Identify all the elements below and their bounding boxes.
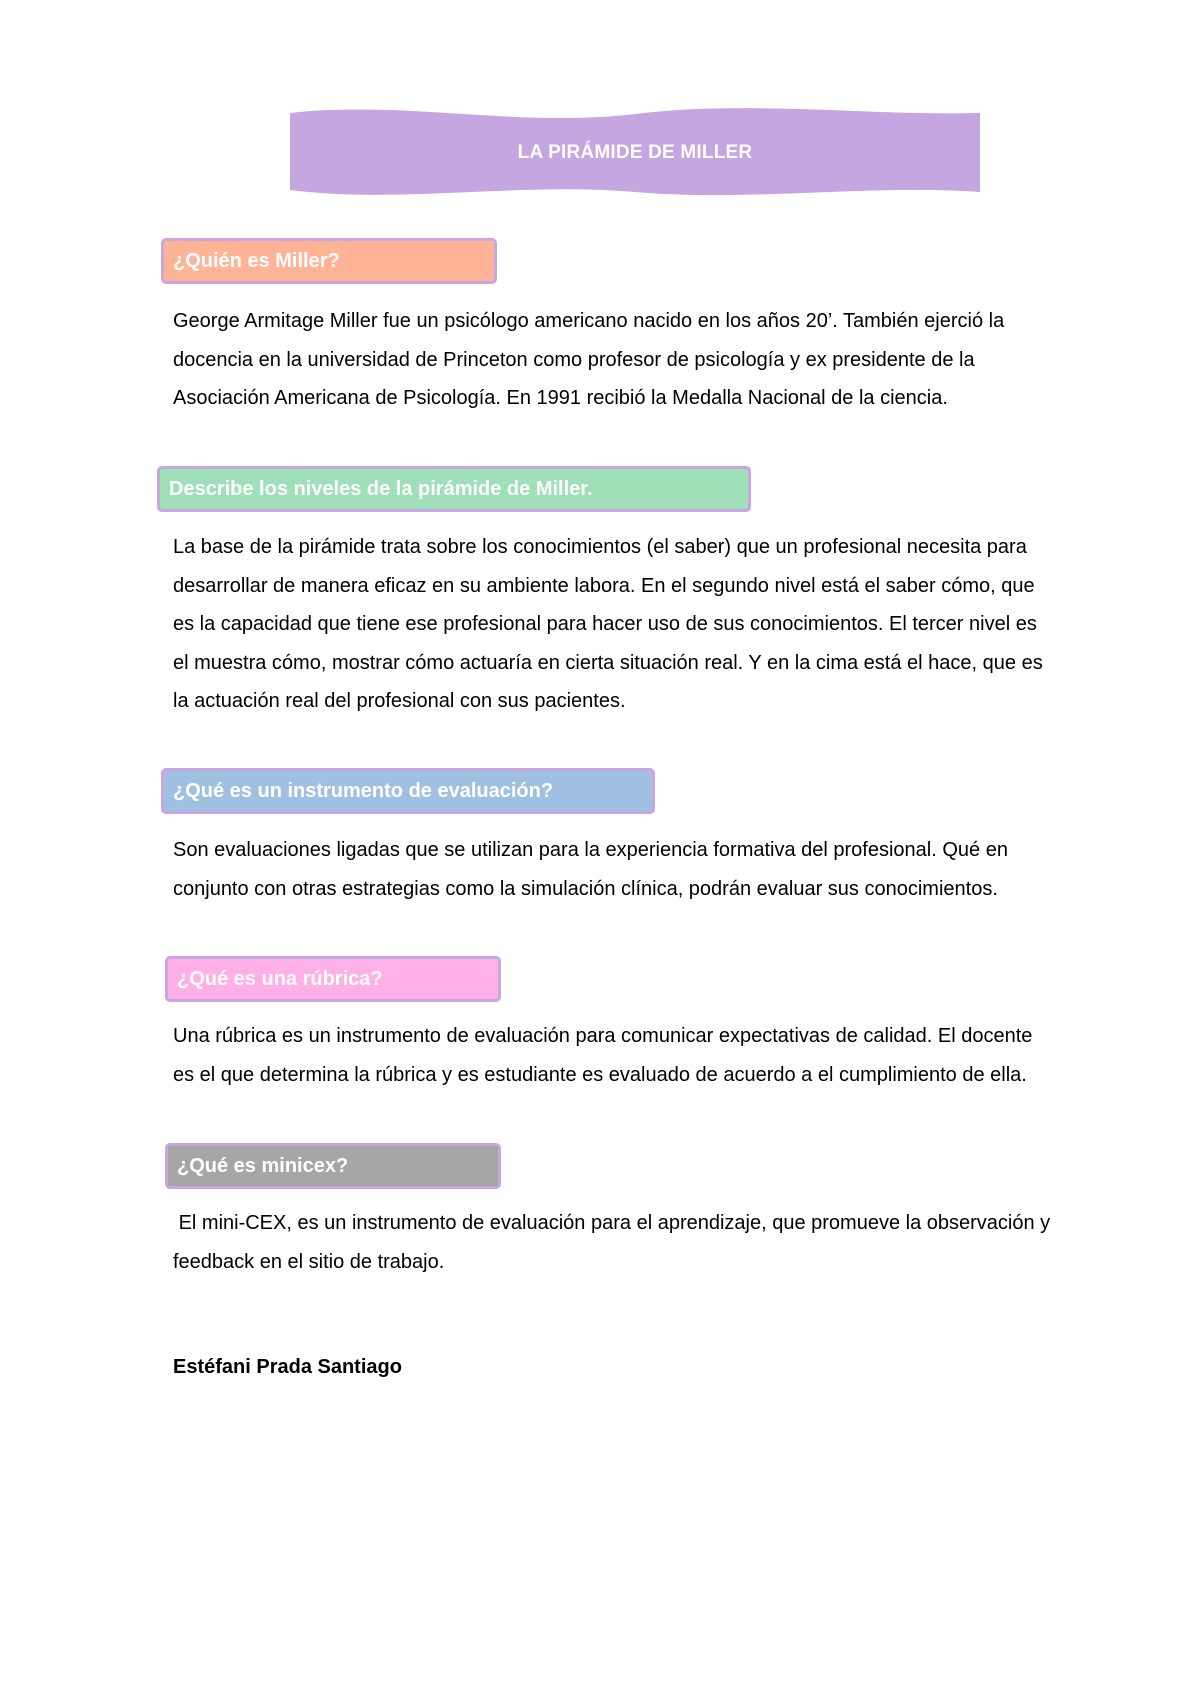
section-body-rubric: Una rúbrica es un instrumento de evaluación para comunicar expectativas de calidad. El docente es el que determina la rúbrica y es estudiante es evaluado de acuerdo a el cumplimiento de ella. [173, 1025, 1033, 1086]
section-body-minicex: El mini-CEX, es un instrumento de evaluación para el aprendizaje, que promueve la observación y feedback en el sitio de trabajo. [173, 1212, 1056, 1273]
section-body-who-is-miller: George Armitage Miller fue un psicólogo americano nacido en los años 20’. También ejerció la docencia en la universidad de Princeton como profesor de psicología y ex presidente de la Asociación Americana de Psicología. En 1991 recibió la Medalla Nacional de la ciencia. [173, 310, 1005, 409]
section-body-evaluation-instrument: Son evaluaciones ligadas que se utilizan para la experiencia formativa del profesional. Qué en conjunto con otras estrategias como la simulación clínica, podrán evaluar sus conocimientos. [173, 839, 1008, 900]
section-heading-minicex: ¿Qué es minicex? [165, 1143, 501, 1189]
page-title: LA PIRÁMIDE DE MILLER [517, 142, 753, 163]
title-banner [290, 108, 980, 198]
section-heading-evaluation-instrument: ¿Qué es un instrumento de evaluación? [161, 768, 655, 814]
section-body-pyramid-levels: La base de la pirámide trata sobre los conocimientos (el saber) que un profesional necesita para desarrollar de manera eficaz en su ambiente labora. En el segundo nivel está el saber cómo, que es la capacidad que tiene ese profesional para hacer uso de sus conocimientos. El tercer nivel es el muestra cómo, mostrar cómo actuaría en cierta situación real. Y en la cima está el hace, que es la actuación real del profesional con sus pacientes. [173, 536, 1043, 712]
section-heading-who-is-miller: ¿Quién es Miller? [161, 238, 497, 284]
section-heading-rubric: ¿Qué es una rúbrica? [165, 956, 501, 1002]
section-heading-pyramid-levels: Describe los niveles de la pirámide de Miller. [157, 466, 751, 512]
author-name: Estéfani Prada Santiago [173, 1356, 402, 1378]
